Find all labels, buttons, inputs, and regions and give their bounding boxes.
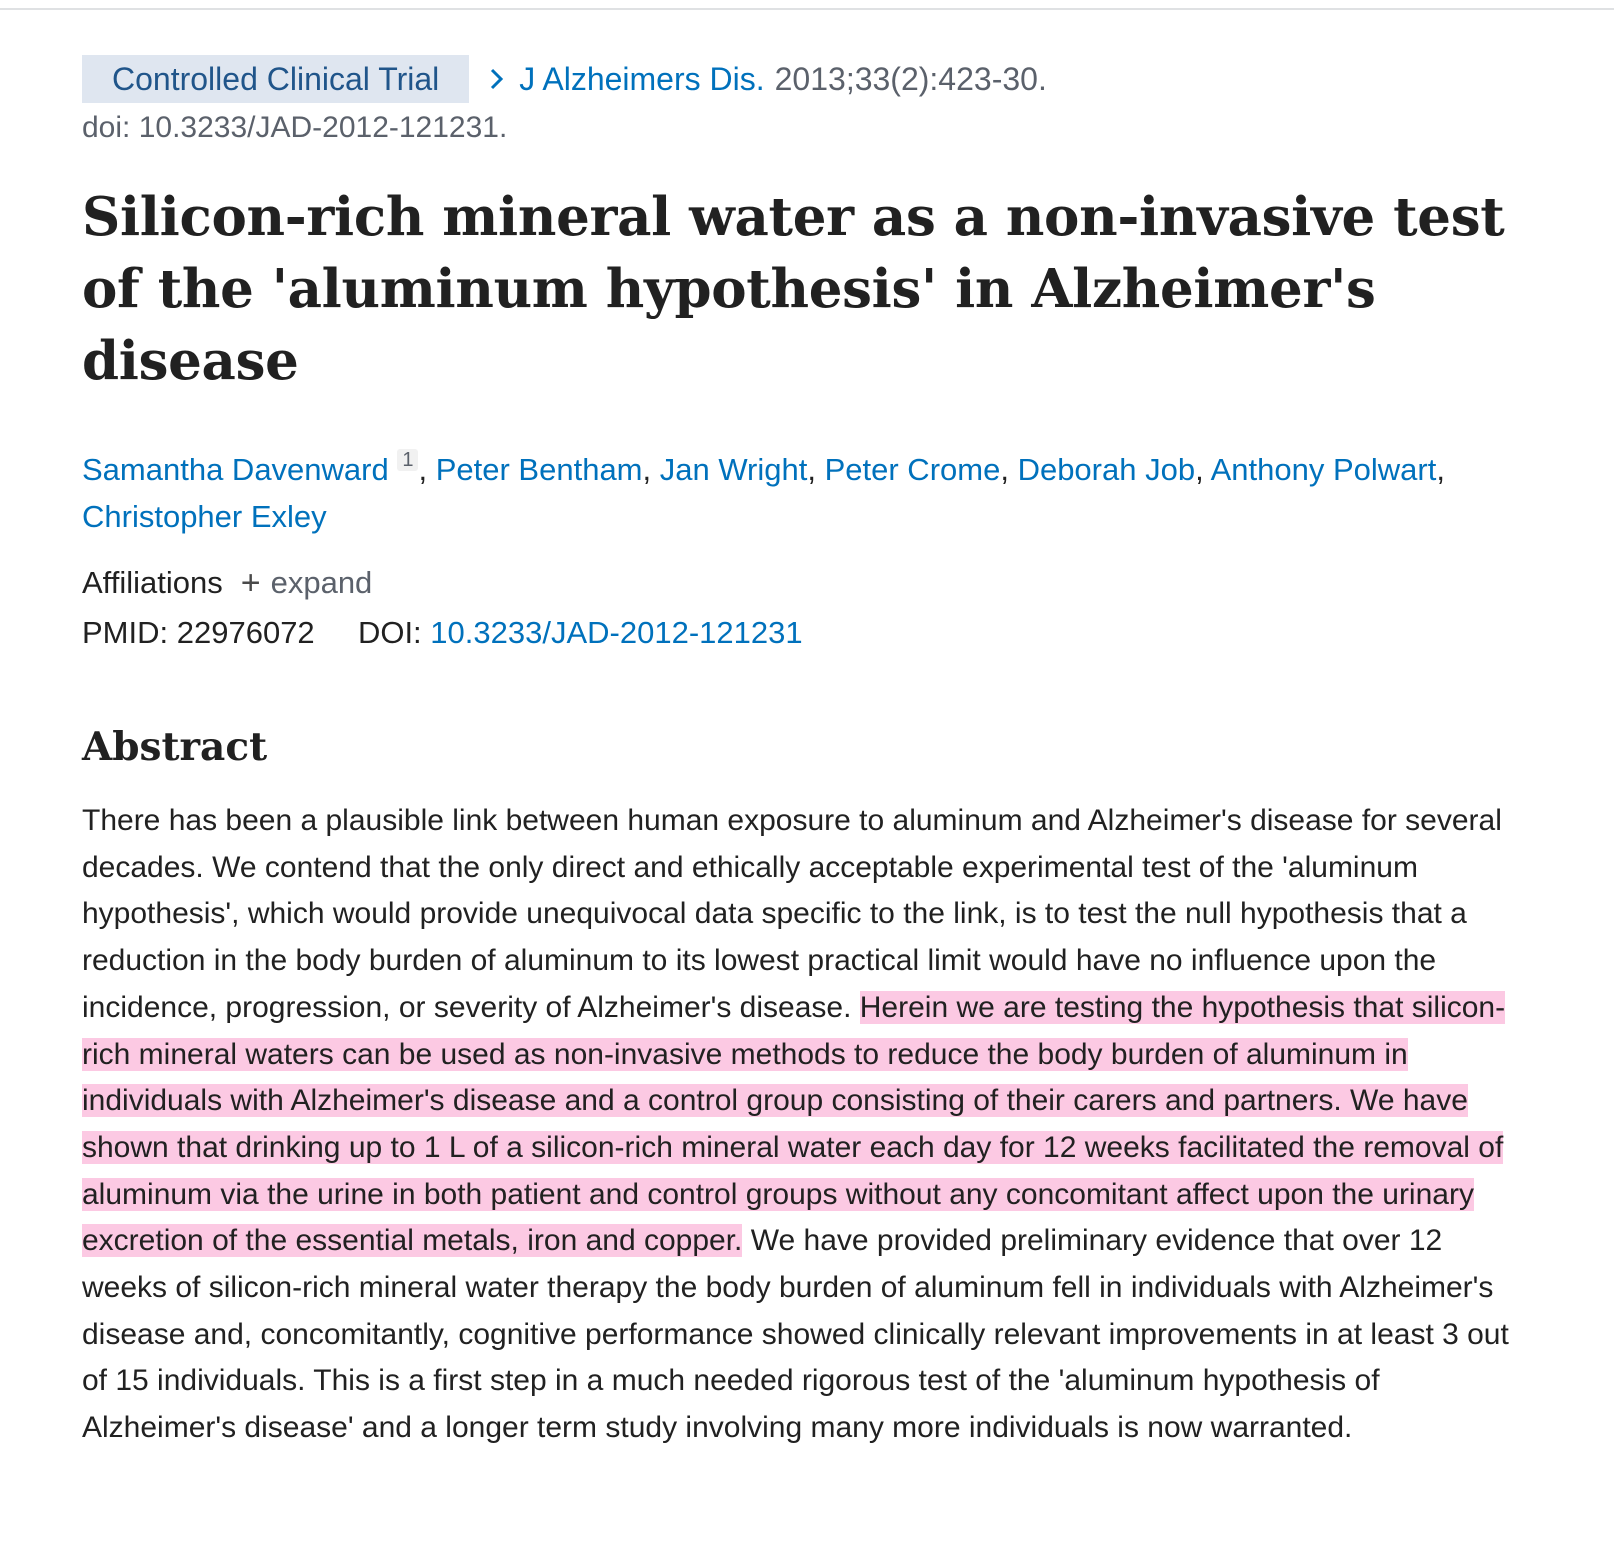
author-link[interactable]: Anthony Polwart xyxy=(1210,452,1437,487)
journal-name: J Alzheimers Dis. xyxy=(519,60,765,97)
author-link[interactable]: Peter Crome xyxy=(824,452,1001,487)
affiliations-row xyxy=(82,560,1522,606)
highlighted-passage: Herein we are testing the hypothesis that silicon-rich mineral waters can be used as non-invasive methods to reduce the body burden of aluminum in individuals with Alzheimer's disease and a control group consisting of their carers and partners. We have shown that drinking up to 1 L of a silicon-rich mineral water each day for 12 weeks facilitated the removal of aluminum via the urine in both patient and control groups without any concomitant affect upon the urinary excretion of the essential metals, iron and copper. xyxy=(82,990,1506,1258)
expand-label: expand xyxy=(270,565,373,600)
doi-label: DOI: xyxy=(357,615,422,650)
author-link[interactable]: Deborah Job xyxy=(1017,452,1196,487)
citation-row xyxy=(82,55,1522,103)
affiliations-expand-button[interactable] xyxy=(241,560,373,606)
article-title: Silicon-rich mineral water as a non-invasive test of the 'aluminum hypothesis' in Alzheimer's disease xyxy=(82,186,1505,392)
chevron-right-icon xyxy=(489,67,505,91)
doi-link[interactable]: 10.3233/JAD-2012-121231 xyxy=(430,615,803,650)
affiliations-label: Affiliations xyxy=(82,565,223,600)
affiliation-marker[interactable]: 1 xyxy=(397,449,418,471)
pmid-label: PMID: xyxy=(82,615,169,650)
author-link[interactable]: Peter Bentham xyxy=(435,452,643,487)
abstract-text-end: We have provided preliminary evidence that over 12 weeks of silicon-rich mineral water therapy the body burden of aluminum fell in individuals with Alzheimer's disease and, concomitantly, cognitive performance showed clinically relevant improvements in at least 3 out of 15 individuals. This is a first step in a much needed rigorous test of the 'aluminum hypothesis of Alzheimer's disease' and a longer term study involving many more individuals is now warranted. xyxy=(82,1224,1509,1445)
pmid-value: 22976072 xyxy=(176,615,315,650)
author-link[interactable]: Christopher Exley xyxy=(82,499,327,534)
author-link[interactable]: Samantha Davenward xyxy=(82,452,389,487)
author-link[interactable]: Jan Wright xyxy=(659,452,808,487)
citation-details: 2013;33(2):423-30. xyxy=(774,60,1047,97)
citation-doi: doi: 10.3233/JAD-2012-121231. xyxy=(82,111,508,144)
abstract-text xyxy=(82,798,1522,1452)
abstract-text-start: There has been a plausible link between human exposure to aluminum and Alzheimer's disease for several decades. We contend that the only direct and ethically acceptable experimental test of the 'aluminum hypothesis', which would provide unequivocal data specific to the link, is to test the null hypothesis that a reduction in the body burden of aluminum to its lowest practical limit would have no influence upon the incidence, progression, or severity of Alzheimer's disease. xyxy=(82,804,1502,1024)
abstract-heading: Abstract xyxy=(82,724,268,770)
publication-type-badge: Controlled Clinical Trial xyxy=(82,55,469,103)
journal-link[interactable] xyxy=(489,61,764,98)
author-list: Samantha Davenward $^1$ , Peter Bentham, Jan Wright, Peter Crome, Deborah Job, Anthony Polwart, Christopher Exley xyxy=(82,449,1445,534)
plus-icon: + xyxy=(240,564,261,602)
article-content xyxy=(82,55,1522,1452)
top-divider xyxy=(0,8,1614,10)
identifiers-row xyxy=(82,610,1522,656)
